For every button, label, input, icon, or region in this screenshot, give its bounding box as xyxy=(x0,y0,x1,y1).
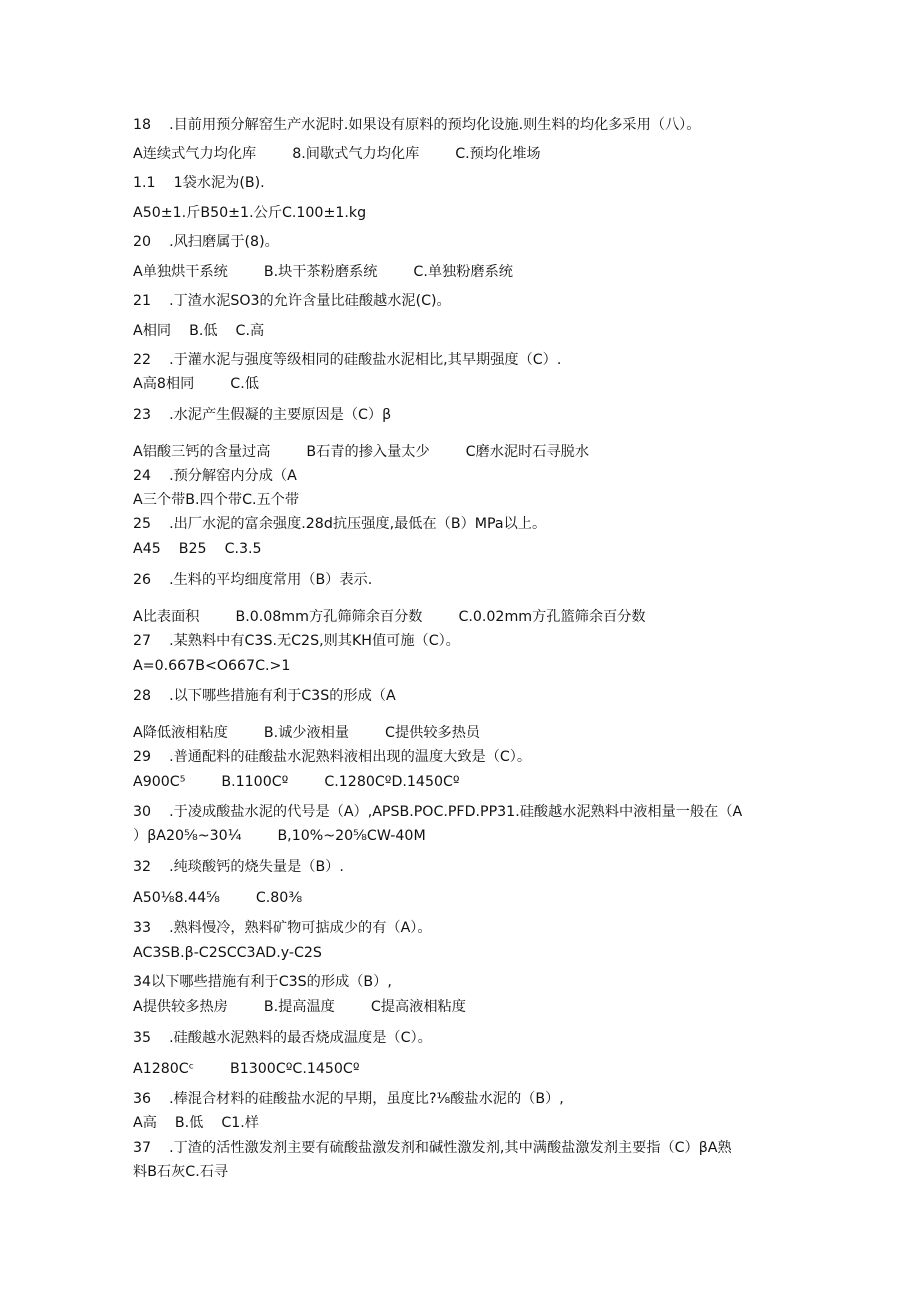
text-segment: A单独烘干系统 xyxy=(133,264,228,280)
question-37 xyxy=(133,1139,732,1157)
text-segment: 27 xyxy=(133,633,152,649)
options-25 xyxy=(133,540,262,558)
question-32 xyxy=(133,858,344,876)
text-segment: A提供较多热房 xyxy=(133,999,228,1015)
question-35 xyxy=(133,1029,432,1047)
text-segment: B1300CºC.1450Cº xyxy=(229,1061,360,1077)
text-segment: 23 xyxy=(133,407,152,423)
text-segment: C.3.5 xyxy=(224,541,262,557)
text-segment: A1280Cᶜ xyxy=(133,1061,194,1077)
text-segment: B.0.08mm方孔筛筛余百分数 xyxy=(235,609,423,625)
question-24 xyxy=(133,467,297,485)
text-segment: 8.间歇式气力均化库 xyxy=(292,146,420,162)
text-segment: 35 xyxy=(133,1030,152,1046)
text-segment: A比表面积 xyxy=(133,609,200,625)
text-segment: C.1280CºD.1450Cº xyxy=(324,774,460,790)
text-segment: .普通配料的硅酸盐水泥熟料液相出现的温度大致是（C）。 xyxy=(169,749,532,765)
question-23 xyxy=(133,406,391,424)
text-segment: B.低 xyxy=(189,323,218,339)
text-segment: C磨水泥时石寻脱水 xyxy=(465,444,590,460)
text-segment: 22 xyxy=(133,352,152,368)
question-34: 34以下哪些措施有利于C3S的形成（B）, xyxy=(133,974,392,990)
options-18 xyxy=(133,145,541,163)
text-segment: 32 xyxy=(133,859,152,875)
text-segment: .棒混合材料的硅酸盐水泥的早期，虽度比?⅛酸盐水泥的（B）, xyxy=(169,1091,564,1107)
options-33: AC3SB.β-C2SCC3AD.y-C2S xyxy=(133,945,322,961)
options-37: 料B石灰C.石寻 xyxy=(133,1164,229,1180)
text-segment: 30 xyxy=(133,804,152,820)
question-27 xyxy=(133,632,460,650)
options-30-31 xyxy=(133,827,426,845)
text-segment: A高 xyxy=(133,1115,157,1131)
text-segment: 33 xyxy=(133,920,152,936)
text-segment: .丁渣的活性激发剂主要有硫酸盐激发剂和碱性激发剂,其中满酸盐激发剂主要指（C）βA熟 xyxy=(169,1140,732,1156)
question-33 xyxy=(133,919,432,937)
text-segment: .于凌成酸盐水泥的代号是（A）,APSB.POC.PFD.PP31.硅酸越水泥熟料中液相量一般在（A xyxy=(169,804,743,820)
question-29 xyxy=(133,748,531,766)
text-segment: .目前用预分解窑生产水泥时.如果设有原料的预均化设施.则生料的均化多采用（八）。 xyxy=(169,117,701,133)
text-segment: .水泥产生假凝的主要原因是（C）β xyxy=(169,407,392,423)
text-segment: C1.样 xyxy=(221,1115,259,1131)
text-segment: B.块干茶粉磨系统 xyxy=(263,264,378,280)
options-24: A三个带B.四个带C.五个带 xyxy=(133,492,300,508)
text-segment: C.高 xyxy=(235,323,265,339)
text-segment: .预分解窑内分成（A xyxy=(169,468,297,484)
options-21 xyxy=(133,322,264,340)
text-segment: 37 xyxy=(133,1140,152,1156)
text-segment: C.低 xyxy=(230,376,259,392)
options-35 xyxy=(133,1060,360,1078)
text-segment: .硅酸越水泥熟料的最否烧成温度是（C）。 xyxy=(169,1030,432,1046)
text-segment: 25 xyxy=(133,516,152,532)
text-segment: .生料的平均细度常用（B）表示. xyxy=(169,572,373,588)
options-36 xyxy=(133,1114,259,1132)
text-segment: 18 xyxy=(133,117,152,133)
text-segment: C.预均化堆场 xyxy=(455,146,541,162)
text-segment: 21 xyxy=(133,293,152,309)
text-segment: C.单独粉磨系统 xyxy=(413,264,513,280)
question-26 xyxy=(133,571,372,589)
question-19 xyxy=(133,174,265,192)
text-segment: A相同 xyxy=(133,323,172,339)
options-28 xyxy=(133,724,480,742)
text-segment: 1袋水泥为(B). xyxy=(173,175,265,191)
text-segment: .某熟料中有C3S.无C2S,则其KH值可施（C）。 xyxy=(169,633,460,649)
options-19: A50±1.斤B50±1.公斤C.100±1.kg xyxy=(133,205,367,221)
text-segment: B石青的掺入量太少 xyxy=(306,444,430,460)
text-segment: .熟料慢冷，熟料矿物可掂成少的有（A）。 xyxy=(169,920,432,936)
text-segment: .丁渣水泥SO3的允许含量比硅酸越水泥(C)。 xyxy=(169,293,451,309)
text-segment: A50⅛8.44⅝ xyxy=(133,890,220,906)
text-segment: 1.1 xyxy=(133,175,156,191)
text-segment: 20 xyxy=(133,234,152,250)
text-segment: C.80⅜ xyxy=(255,890,303,906)
options-26 xyxy=(133,608,646,626)
text-segment: C.0.02mm方孔篮筛余百分数 xyxy=(458,609,646,625)
question-18 xyxy=(133,116,700,134)
text-segment: 29 xyxy=(133,749,152,765)
question-25 xyxy=(133,515,546,533)
options-32 xyxy=(133,889,302,907)
text-segment: B25 xyxy=(178,541,207,557)
question-21 xyxy=(133,292,451,310)
question-36 xyxy=(133,1090,564,1108)
question-22 xyxy=(133,351,561,369)
text-segment: 36 xyxy=(133,1091,152,1107)
text-segment: B,10%~20⅝CW-40M xyxy=(277,828,426,844)
text-segment: B.1100Cº xyxy=(221,774,289,790)
options-27: A=0.667B<O667C.>1 xyxy=(133,658,291,674)
text-segment: 28 xyxy=(133,688,152,704)
options-23 xyxy=(133,443,589,461)
text-segment: A900C⁵ xyxy=(133,774,186,790)
text-segment: .纯琰酸钙的烧失量是（B）. xyxy=(169,859,344,875)
text-segment: A降低液相粘度 xyxy=(133,725,228,741)
text-segment: B.诚少液相量 xyxy=(263,725,350,741)
text-segment: C提高液相粘度 xyxy=(370,999,466,1015)
text-segment: ）βA20⅝~30¼ xyxy=(133,828,242,844)
text-segment: .以下哪些措施有利于C3S的形成（A xyxy=(169,688,396,704)
text-segment: A高8相同 xyxy=(133,376,195,392)
options-34 xyxy=(133,998,466,1016)
text-segment: 24 xyxy=(133,468,152,484)
question-20 xyxy=(133,233,279,251)
text-segment: C提供较多热员 xyxy=(385,725,481,741)
question-30-31 xyxy=(133,803,742,821)
text-segment: B.提高温度 xyxy=(263,999,335,1015)
text-segment: .出厂水泥的富余强度.28d抗压强度,最低在（B）MPa以上。 xyxy=(169,516,547,532)
text-segment: .于灌水泥与强度等级相同的硅酸盐水泥相比,其早期强度（C）. xyxy=(169,352,562,368)
text-segment: B.低 xyxy=(174,1115,204,1131)
text-segment: A连续式气力均化库 xyxy=(133,146,257,162)
text-segment: 26 xyxy=(133,572,152,588)
options-20 xyxy=(133,263,513,281)
options-29 xyxy=(133,773,460,791)
text-segment: A铝酸三钙的含量过高 xyxy=(133,444,271,460)
text-segment: .风扫磨属于(8)。 xyxy=(169,234,279,250)
text-segment: A45 xyxy=(133,541,161,557)
options-22 xyxy=(133,375,259,393)
question-28 xyxy=(133,687,396,705)
